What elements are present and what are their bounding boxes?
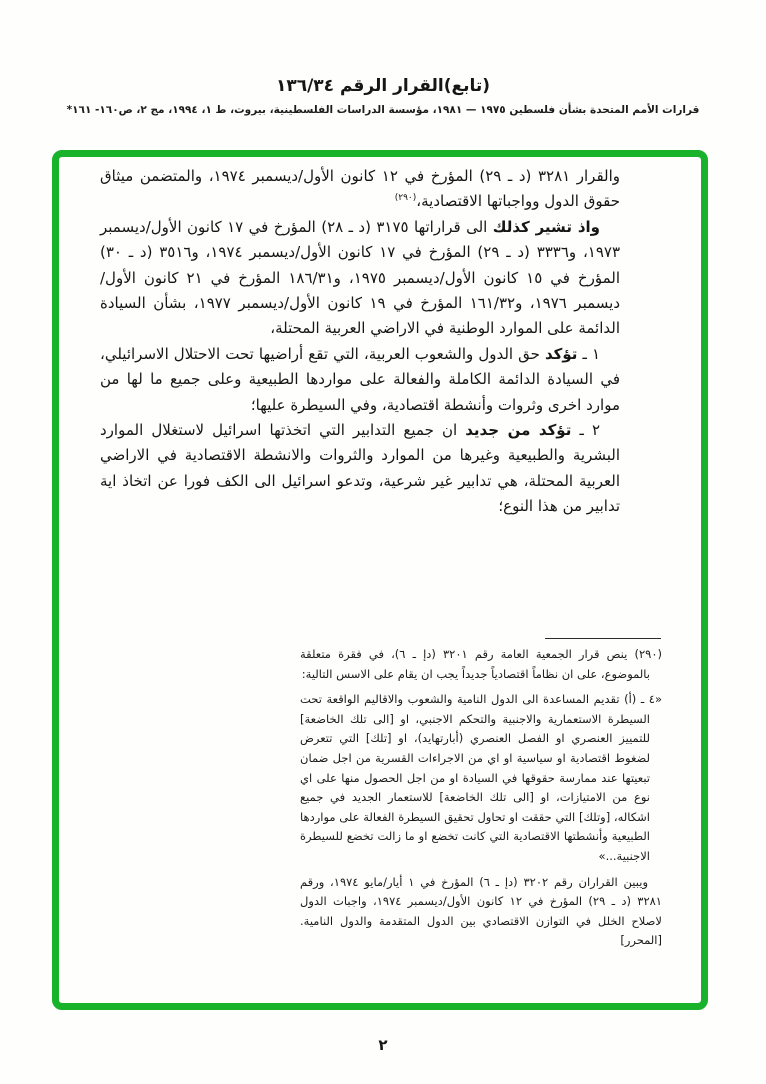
paragraph-preamble-2 — [100, 215, 620, 342]
paragraph-text: حق الدول والشعوب العربية، التي تقع أراضيها تحت الاحتلال الاسرائيلي، في السيادة الدائمة الكاملة والفعالة على مواردها الطبيعية وعلى جميع ما لها من موارد اخرى وثروات وأنشطة اقتصادية، وفي السيطرة عليها؛ — [100, 344, 620, 414]
source-citation-line: قرارات الأمم المتحدة بشأن فلسطين ١٩٧٥ — ١٩٨١، مؤسسة الدراسات الفلسطينية، بيروت، ط ١، ١٩٩٤، مج ٢، ص١٦٠- ١٦١* — [66, 104, 700, 116]
footnote-block — [300, 645, 662, 951]
paragraph-number: ١ ـ — [577, 344, 600, 363]
page-number: ٢ — [378, 1036, 388, 1054]
footnote-separator-rule — [545, 638, 661, 639]
footnote-reference-290: (٢٩٠) — [394, 193, 417, 204]
paragraph-text: الى قراراتها ٣١٧٥ (د ـ ٢٨) المؤرخ في ١٧ كانون الأول/ديسمبر ١٩٧٣، و٣٣٣٦ (د ـ ٢٩) المؤرخ في ١٧ كانون الأول/ديسمبر ١٩٧٤، و٣٥١٦ (د ـ ٣٠) المؤرخ في ١٥ كانون الأول/ديسمبر ١٩٧٥، و١٨٦/٣١ المؤرخ في ٢١ كانون الأول/ديسمبر ١٩٧٦، و١٦١/٣٢ المؤرخ في ١٩ كانون الأول/ديسمبر ١٩٧٧، بشأن السيادة الدائمة على الموارد الوطنية في الاراضي العربية المحتلة، — [100, 217, 621, 338]
paragraph-text: والقرار ٣٢٨١ (د ـ ٢٩) المؤرخ في ١٢ كانون الأول/ديسمبر ١٩٧٤، والمتضمن ميثاق حقوق الدول وواجباتها الاقتصادية، — [100, 167, 621, 211]
paragraph-operative-2 — [100, 418, 620, 520]
footnote-paragraph-editor-note: ويبين القراران رقم ٣٢٠٢ (دإ ـ ٦) المؤرخ في ١ أيار/مايو ١٩٧٤، ورقم ٣٢٨١ (د ـ ٢٩) المؤرخ في ١٢ كانون الأول/ديسمبر ١٩٧٤، واجبات الدول لاصلاح الخلل في التوازن الاقتصادي بين الدول المتقدمة والدول النامية. [المحرر] — [300, 874, 662, 948]
paragraph-lead-emphasis: واذ تشير كذلك — [492, 217, 600, 236]
footnote-paragraph-intro: (٢٩٠) ينص قرار الجمعية العامة رقم ٣٢٠١ (دإ ـ ٦)، في فقرة متعلقة بالموضوع، على ان نظاماً اقتصادياً جديداً يجب ان يقام على الاسس التالية: — [300, 647, 662, 681]
document-title: (تابع)القرار الرقم ١٣٦/٣٤ — [275, 76, 491, 96]
footnote-paragraph-quote: «٤ ـ (أ) تقديم المساعدة الى الدول النامية والشعوب والاقاليم الواقعة تحت السيطرة الاستعمارية والاجنبية والتحكم الاجنبي، او [الى تلك الخاضعة] للتمييز العنصري او الفصل العنصري (أبارتهايد)، او [تلك] التي تتعرض لضغوط اقتصادية او سياسية او اي من الاجراءات القسرية من اجل ضمان تبعيتها عند ممارسة حقوقها في السيادة او من اجل الحصول منها على اي نوع من الامتيازات، او [الى تلك الخاضعة] للاستعمار الجديد في جميع اشكاله، [وتلك] التي حققت او تحاول تحقيق السيطرة الفعالة على مواردها الطبيعية وأنشطتها الاقتصادية التي كانت تخضع او ما زالت تخضع للسيطرة الاجنبية...» — [300, 692, 662, 863]
paragraph-text: ان جميع التدابير التي اتخذتها اسرائيل لاستغلال الموارد البشرية والطبيعية وغيرها من الموارد والثروات والانشطة الاقتصادية في الاراضي العربية المحتلة، هي تدابير غير شرعية، وتدعو اسرائيل الى الكف فورا عن اتخاذ اية تدابير من هذا النوع؛ — [100, 421, 620, 516]
paragraph-preamble-1 — [100, 164, 620, 215]
paragraph-number: ٢ ـ — [571, 421, 600, 440]
resolution-body — [100, 164, 620, 520]
paragraph-operative-1 — [100, 342, 620, 418]
paragraph-lead-emphasis: تؤكد — [544, 344, 578, 363]
paragraph-lead-emphasis: تؤكد من جديد — [465, 421, 572, 440]
